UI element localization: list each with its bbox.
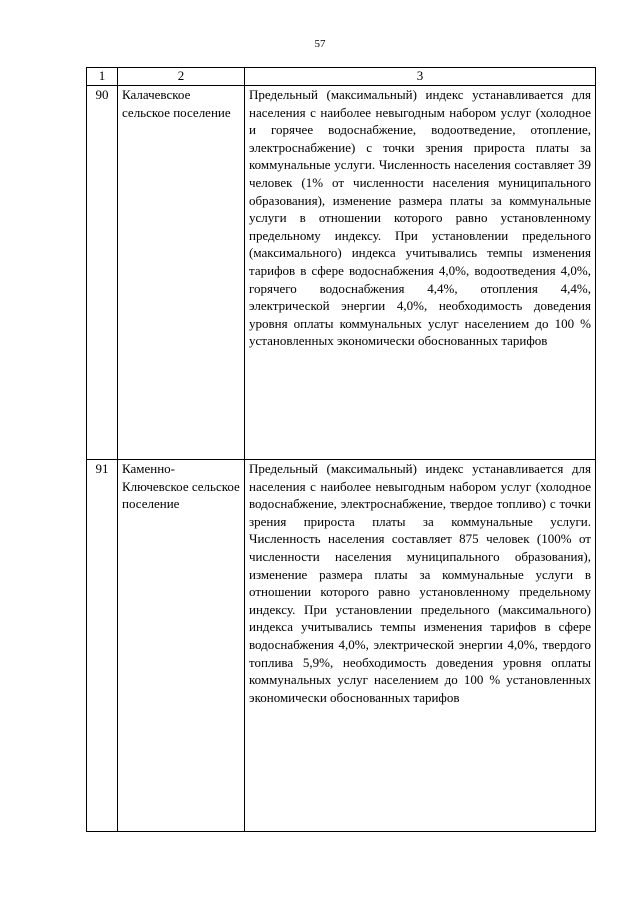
index-description: Предельный (максимальный) индекс устанавливается для населения с наиболее невыгодным набором услуг (холодное водоснабжение, электроснабжение, твердое топливо) с точки зрения прироста платы за коммунальные услуги. Численность населения составляет 875 человек (100% от численности населения муниципального образования), изменение размера платы за коммунальные услуги в отношении которого равно установленному предельному индексу. При установлении предельного (максимального) индекса учитывались темпы изменения тарифов в сфере водоснабжения 4,0%, электрической энергии 4,0%, твердого топлива 5,9%, необходимость доведения уровня оплаты коммунальных услуг населением до 100 % установленных экономически обоснованных тарифов <box>245 460 596 832</box>
table-header-row <box>87 68 596 86</box>
row-number: 91 <box>87 460 118 832</box>
index-description: Предельный (максимальный) индекс устанавливается для населения с наиболее невыгодным набором услуг (холодное и горячее водоснабжение, водоотведение, отопление, электроснабжение) с точки зрения прироста платы за коммунальные услуги. Численность населения составляет 39 человек (1% от численности населения муниципального образования), изменение размера платы за коммунальные услуги в отношении которого равно установленному предельному индексу. При установлении предельного (максимального) индекса учитывались темпы изменения тарифов в сфере водоснабжения 4,0%, водоотведения 4,0%, горячего водоснабжения 4,4%, отопления 4,4%, электрической энергии 4,0%, необходимость доведения уровня оплаты коммунальных услуг населением до 100 % установленных экономически обоснованных тарифов <box>245 86 596 460</box>
tariff-index-table <box>86 67 596 832</box>
table-row <box>87 86 596 460</box>
page-number: 57 <box>314 38 326 50</box>
settlement-name: Каменно-Ключевское сельское поселение <box>118 460 245 832</box>
column-header-2: 2 <box>118 68 245 86</box>
column-header-1: 1 <box>87 68 118 86</box>
row-number: 90 <box>87 86 118 460</box>
settlement-name: Калачевское сельское поселение <box>118 86 245 460</box>
table-row <box>87 460 596 832</box>
column-header-3: 3 <box>245 68 596 86</box>
